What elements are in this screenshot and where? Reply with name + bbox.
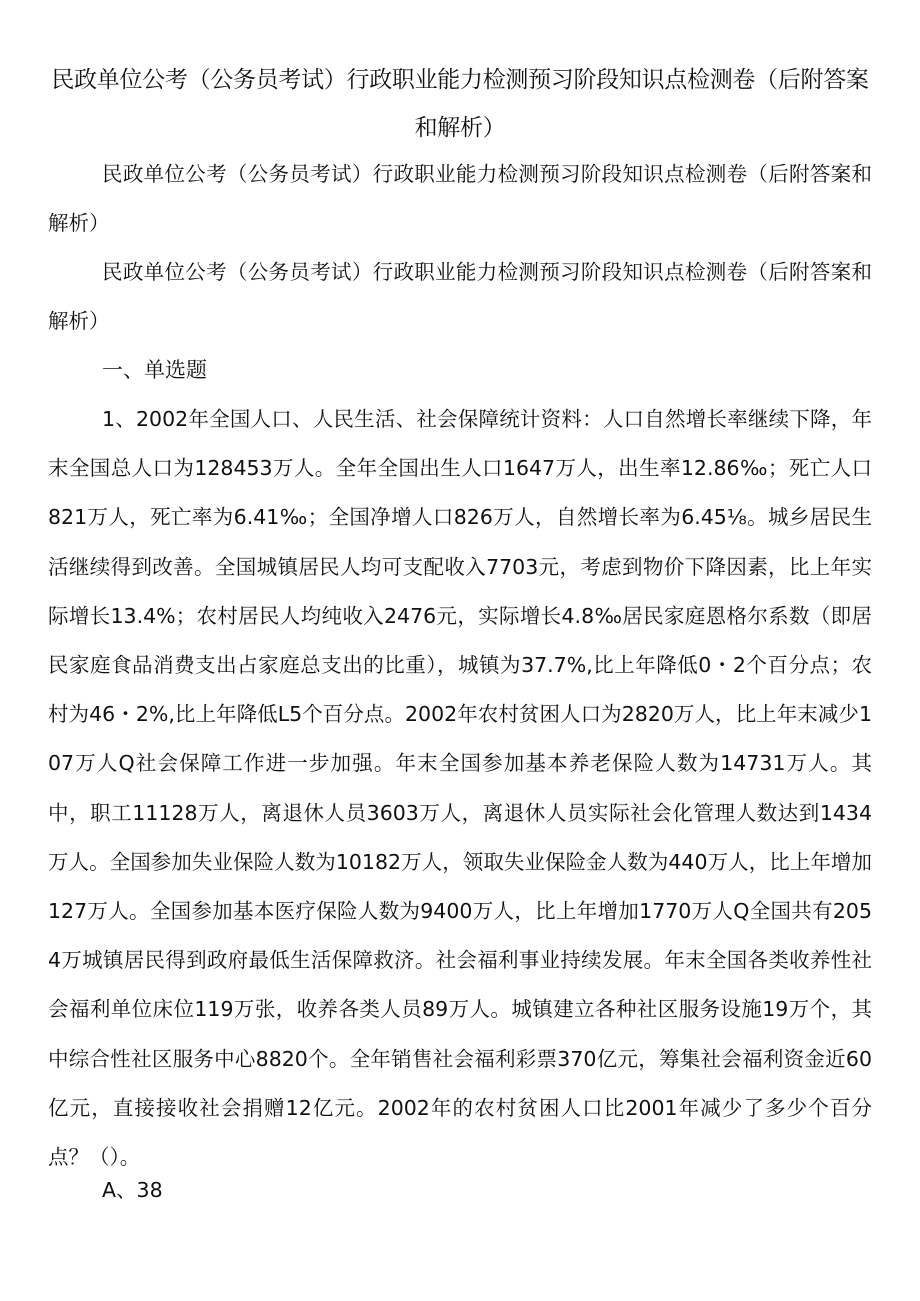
section-heading: 一、单选题 (102, 358, 207, 382)
intro-paragraph-1: 民政单位公考（公务员考试）行政职业能力检测预习阶段知识点检测卷（后附答案和解析） (48, 162, 872, 235)
intro-paragraph-2: 民政单位公考（公务员考试）行政职业能力检测预习阶段知识点检测卷（后附答案和解析） (48, 260, 872, 333)
question-1-option-a: A、38 (102, 1178, 163, 1202)
document-title: 民政单位公考（公务员考试）行政职业能力检测预习阶段知识点检测卷（后附答案和解析） (51, 67, 869, 141)
question-1-text: 1、2002年全国人口、人民生活、社会保障统计资料：人口自然增长率继续下降，年末全国总人口为128453万人。全年全国出生人口1647万人，出生率12.86‰；死亡人口821万人，死亡率为6.41‰；全国净增人口826万人，自然增长率为6.45⅛。城乡居民生活继续得到改善。全国城镇居民人均可支配收入7703元，考虑到物价下降因素，比上年实际增长13.4%；农村居民人均纯收入2476元，实际增长4.8‰居民家庭恩格尔系数（即居民家庭食品消费支出占家庭总支出的比重），城镇为37.7%,比上年降低0・2个百分点；农村为46・2%,比上年降低L5个百分点。2002年农村贫困人口为2820万人，比上年末减少107万人Q社会保障工作进一步加强。年末全国参加基本养老保险人数为14731万人。其中，职工11128万人，离退休人员3603万人，离退休人员实际社会化管理人数达到1434万人。全国参加失业保险人数为10182万人，领取失业保险金人数为440万人，比上年增加127万人。全国参加基本医疗保险人数为9400万人，比上年增加1770万人Q全国共有2054万城镇居民得到政府最低生活保障救济。社会福利事业持续发展。年末全国各类收养性社会福利单位床位119万张，收养各类人员89万人。城镇建立各种社区服务设施19万个，其中综合性社区服务中心8820个。全年销售社会福利彩票370亿元，筹集社会福利资金近60亿元，直接接收社会捐赠12亿元。2002年的农村贫困人口比2001年减少了多少个百分点？（）。 (48, 407, 872, 1170)
